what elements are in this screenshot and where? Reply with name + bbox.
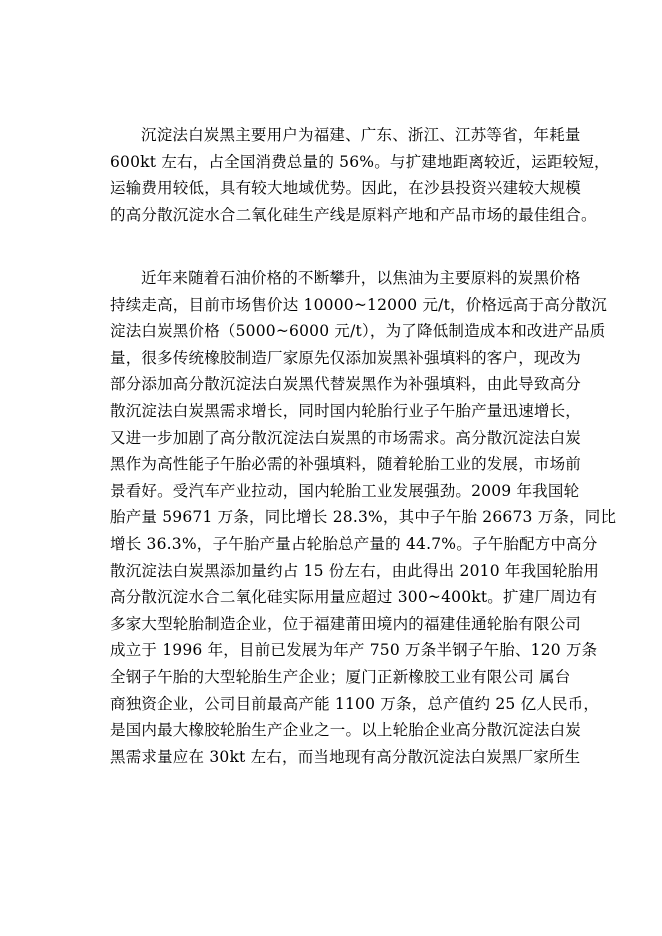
text-line: 600kt 左右，占全国消费总量的 56%。与扩建地距离较近，运距较短， <box>110 152 610 171</box>
text-line: 景看好。受汽车产业拉动，国内轮胎工业发展强劲。2009 年我国轮 <box>110 481 580 500</box>
text-line: 黑需求量应在 30kt 左右，而当地现有高分散沉淀法白炭黑厂家所生 <box>110 747 581 766</box>
text-line: 胎产量 59671 万条，同比增长 28.3%，其中子午胎 26673 万条，同比 <box>110 508 617 527</box>
text-line: 持续走高，目前市场售价达 10000~12000 元/t，价格远高于高分散沉 <box>110 295 608 314</box>
text-line: 黑作为高性能子午胎必需的补强填料，随着轮胎工业的发展，市场前 <box>110 455 582 474</box>
text-line: 部分添加高分散沉淀法白炭黑代替炭黑作为补强填料，由此导致高分 <box>110 375 582 394</box>
paragraph-consumer-market <box>110 122 610 228</box>
paragraph-demand-analysis <box>110 265 617 770</box>
text-line: 又进一步加剧了高分散沉淀法白炭黑的市场需求。高分散沉淀法白炭 <box>110 428 582 447</box>
text-line: 增长 36.3%，子午胎产量占轮胎总产量的 44.7%。子午胎配方中高分 <box>110 534 598 553</box>
text-line: 量，很多传统橡胶制造厂家原先仅添加炭黑补强填料的客户，现改为 <box>110 348 582 367</box>
text-line: 全钢子午胎的大型轮胎生产企业；厦门正新橡胶工业有限公司 属台 <box>110 667 571 686</box>
text-line: 散沉淀法白炭黑需求增长，同时国内轮胎行业子午胎产量迅速增长， <box>110 401 582 420</box>
text-line: 散沉淀法白炭黑添加量约占 15 份左右，由此得出 2010 年我国轮胎用 <box>110 561 600 580</box>
text-line: 成立于 1996 年，目前已发展为年产 750 万条半钢子午胎、120 万条 <box>110 641 598 660</box>
text-line: 高分散沉淀水合二氧化硅实际用量应超过 300~400kt。扩建厂周边有 <box>110 588 598 607</box>
text-line: 淀法白炭黑价格（5000~6000 元/t），为了降低制造成本和改进产品质 <box>110 322 606 341</box>
text-line: 商独资企业，公司目前最高产能 1100 万条，总产值约 25 亿人民币， <box>110 694 600 713</box>
text-line: 是国内最大橡胶轮胎生产企业之一。以上轮胎企业高分散沉淀法白炭 <box>110 721 582 740</box>
text-line: 沉淀法白炭黑主要用户为福建、广东、浙江、江苏等省，年耗量 <box>141 126 581 144</box>
text-line: 运输费用较低，具有较大地域优势。因此，在沙县投资兴建较大规模 <box>110 179 582 197</box>
text-line: 近年来随着石油价格的不断攀升，以焦油为主要原料的炭黑价格 <box>141 269 581 287</box>
text-line: 多家大型轮胎制造企业，位于福建莆田境内的福建佳通轮胎有限公司 <box>110 614 582 633</box>
text-line: 的高分散沉淀水合二氧化硅生产线是原料产地和产品市场的最佳组合。 <box>110 205 597 224</box>
